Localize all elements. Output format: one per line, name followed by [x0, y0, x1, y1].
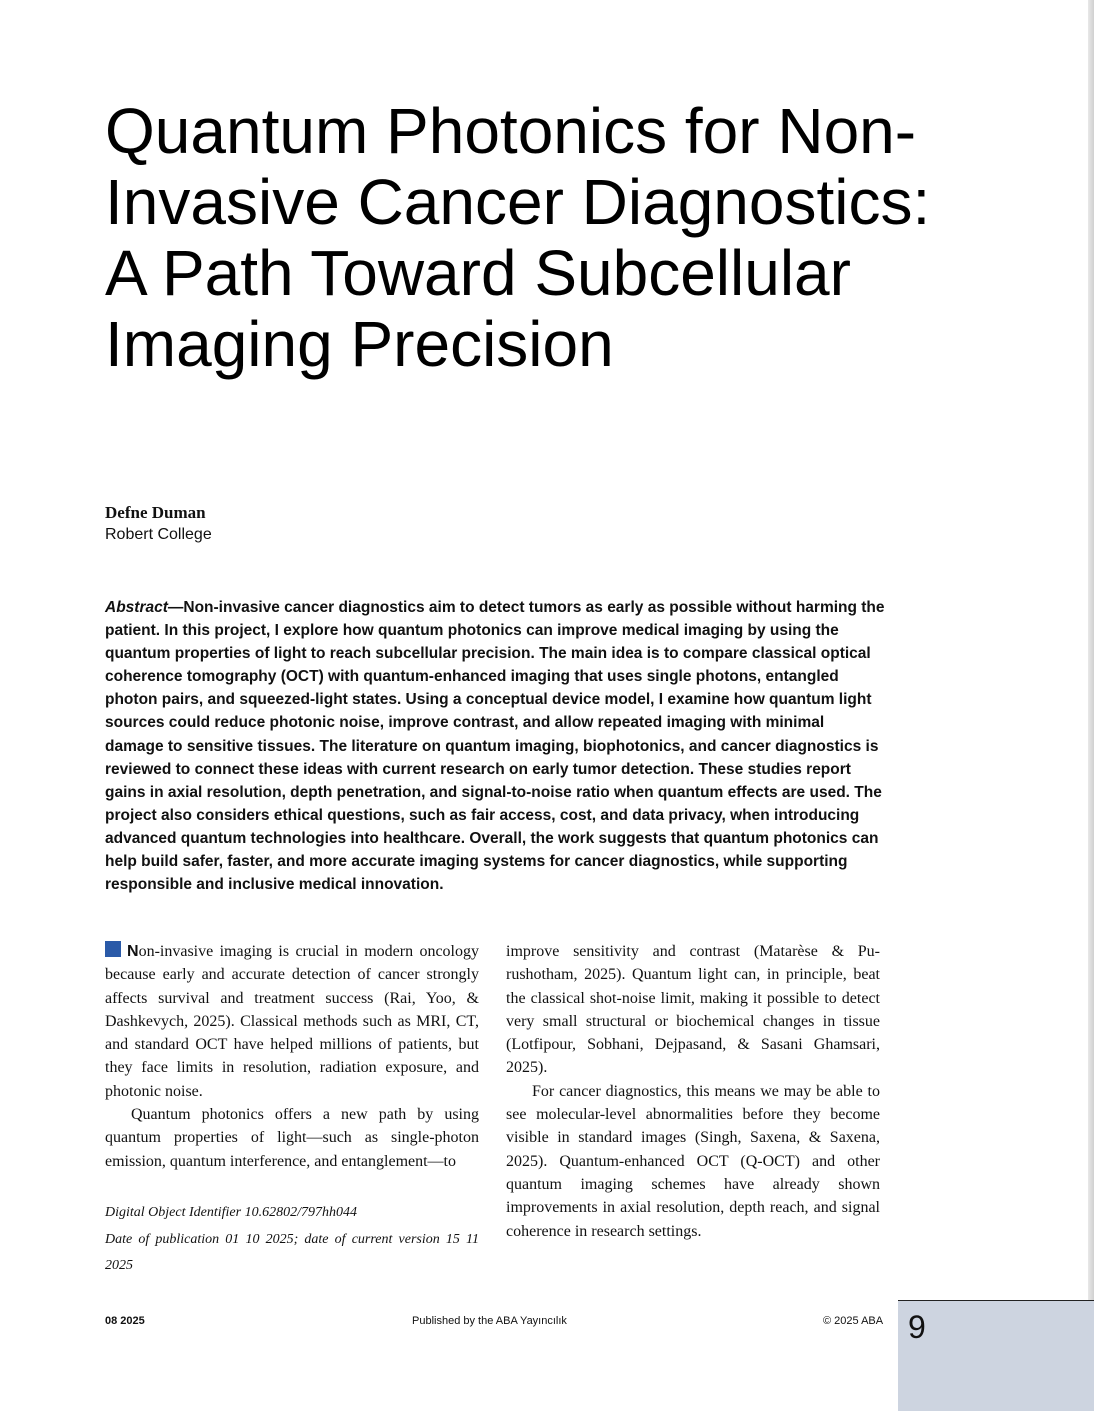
body-paragraph-1: [105, 940, 479, 1103]
footer-issue-date: 08 2025: [105, 1315, 145, 1327]
body-column-left: [105, 940, 479, 1173]
publication-metadata: [105, 1200, 479, 1280]
page-edge-shadow: [1088, 0, 1094, 1300]
publication-dates: Date of publication 01 10 2025; date of current version 15 11 2025: [105, 1231, 479, 1273]
body-paragraph-1-text: on-invasive imaging is crucial in modern oncology because early and accurate detection of cancer strongly affects survival and treatment success (Rai, Yoo, & Dashkevych, 2025). Classical methods such as MRI, CT, and standard OCT have helped millions of patients, but they face limits in resolution, radiation exposure, and photonic noise.: [105, 943, 479, 1100]
abstract-label: Abstract: [105, 599, 168, 616]
abstract: [105, 596, 885, 896]
drop-cap: N: [127, 943, 139, 960]
page-number: 9: [908, 1309, 926, 1345]
body-paragraph-4: For cancer diagnostics, this means we may be able to see molecular-level abnormalities before they become visible in standard images (Singh, Saxena, & Saxena, 2025). Quantum-enhanced OCT (Q-OCT) and other quantum imaging schemes have already shown improvements in axial resolution, depth reach, and signal coherence in research settings.: [506, 1082, 880, 1240]
page-number-box: [898, 1300, 1094, 1411]
author-affiliation: Robert College: [105, 526, 212, 543]
doi-line: Digital Object Identifier 10.62802/797hh044: [105, 1205, 357, 1220]
footer-publisher: Published by the ABA Yayıncılık: [412, 1315, 567, 1327]
paper-title: Quantum Photonics for Non-Invasive Cancer Diagnostics: A Path Toward Subcellular Imaging Precision: [105, 95, 931, 380]
body-column-right: [506, 940, 880, 1243]
section-marker-square-icon: [105, 941, 121, 957]
body-paragraph-3: improve sensitivity and contrast (Matarèse & Purushotham, 2025). Quantum light can, in principle, beat the classical shot-noise limit, making it possible to detect very small structural or biochemical changes in tissue (Lotfipour, Sobhani, Dejpasand, & Sasani Ghamsari, 2025).: [506, 943, 880, 1077]
author-name: Defne Duman: [105, 503, 206, 522]
body-paragraph-2: Quantum photonics offers a new path by using quantum properties of light—such as single-photon emission, quantum interference, and entanglement—to: [105, 1106, 479, 1170]
footer-copyright: © 2025 ABA: [823, 1315, 884, 1327]
abstract-text: —Non-invasive cancer diagnostics aim to detect tumors as early as possible without harming the patient. In this project, I explore how quantum photonics can improve medical imaging by using the quantum properties of light to reach subcellular precision. The main idea is to compare classical optical coherence tomography (OCT) with quantum-enhanced imaging that uses single photons, entangled photon pairs, and squeezed-light states. Using a conceptual device model, I examine how quantum light sources could reduce photonic noise, improve contrast, and allow repeated imaging with minimal damage to sensitive tissues. The literature on quantum imaging, biophotonics, and cancer diagnostics is reviewed to connect these ideas with current research on early tumor detection. These studies report gains in axial resolution, depth penetration, and signal-to-noise ratio when quantum effects are used. The project also considers ethical questions, such as fair access, cost, and data privacy, when introducing advanced quantum technologies into healthcare. Overall, the work suggests that quantum photonics can help build safer, faster, and more accurate imaging systems for cancer diagnostics, while supporting responsible and inclusive medical innovation.: [105, 599, 885, 894]
